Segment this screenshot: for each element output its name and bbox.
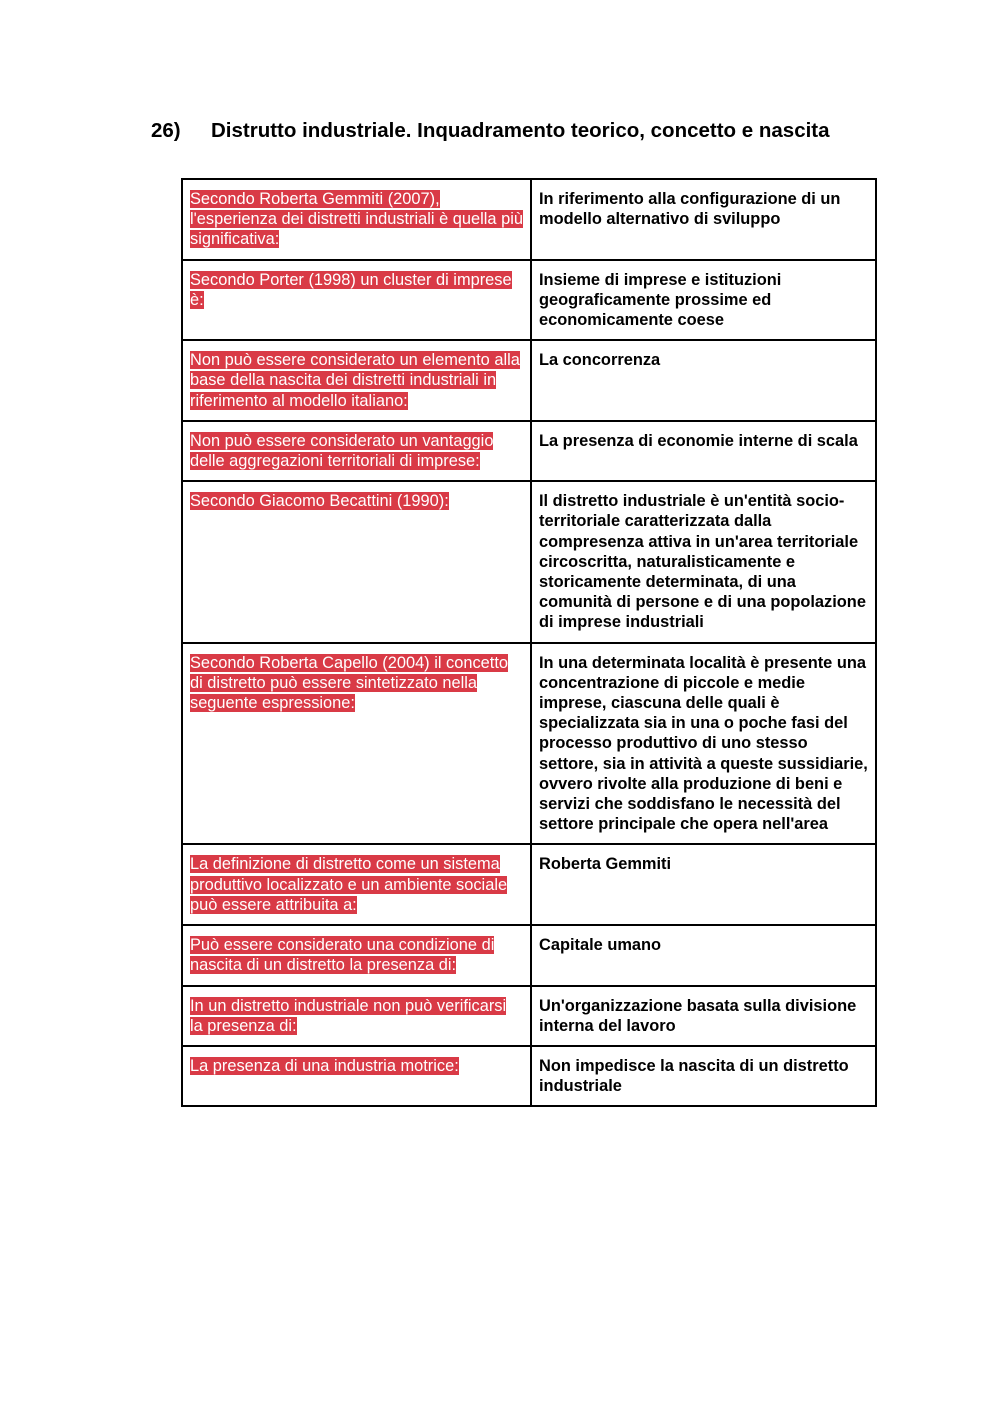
table-row (182, 844, 876, 925)
table-row (182, 179, 876, 260)
question-cell (182, 481, 531, 642)
table-row (182, 925, 876, 985)
question-cell (182, 421, 531, 481)
table-row (182, 643, 876, 845)
answer-text: Capitale umano (539, 936, 662, 955)
answer-cell (531, 340, 876, 421)
question-cell (182, 340, 531, 421)
question-text: Non può essere considerato un elemento alla base della nascita dei distretti industriali in riferimento al modello italiano: (190, 351, 520, 410)
answer-cell (531, 844, 876, 925)
answer-cell (531, 260, 876, 341)
question-cell (182, 925, 531, 985)
question-text: Non può essere considerato un vantaggio delle aggregazioni territoriali di imprese: (190, 431, 494, 471)
answer-cell (531, 1046, 876, 1106)
section-heading (151, 119, 830, 143)
question-text: Secondo Roberta Capello (2004) il concetto di distretto può essere sintetizzato nella seguente espressione: (190, 653, 508, 713)
section-title: Distrutto industriale. Inquadramento teorico, concetto e nascita (211, 119, 830, 142)
table-row (182, 986, 876, 1046)
question-text: La definizione di distretto come un sistema produttivo localizzato e un ambiente sociale può essere attribuita a: (190, 855, 508, 914)
answer-text: La concorrenza (539, 351, 661, 370)
question-text: La presenza di una industria motrice: (190, 1056, 459, 1075)
answer-text: In riferimento alla configurazione di un modello alternativo di sviluppo (539, 190, 841, 229)
question-cell (182, 260, 531, 341)
table-row (182, 340, 876, 421)
question-cell (182, 643, 531, 845)
question-text: Secondo Porter (1998) un cluster di imprese è: (190, 270, 512, 309)
qa-table (181, 178, 877, 1107)
question-text: Secondo Roberta Gemmiti (2007), l'esperienza dei distretti industriali è quella più significativa: (190, 190, 523, 249)
table-row (182, 1046, 876, 1106)
table-row (182, 481, 876, 642)
question-cell (182, 986, 531, 1046)
answer-text: Il distretto industriale è un'entità socio-territoriale caratterizzata dalla compresenza attiva in un'area territoriale circoscritta, naturalisticamente e storicamente determinata, di una comunità di persone e di una popolazione di imprese industriali (539, 492, 866, 632)
answer-text: Un'organizzazione basata sulla divisione interna del lavoro (539, 996, 857, 1035)
answer-cell (531, 986, 876, 1046)
answer-cell (531, 925, 876, 985)
question-text: Secondo Giacomo Becattini (1990): (190, 492, 449, 511)
answer-cell (531, 643, 876, 845)
section-number: 26) (151, 119, 181, 142)
question-cell (182, 1046, 531, 1106)
question-text: Può essere considerato una condizione di nascita di un distretto la presenza di: (190, 936, 495, 975)
answer-text: Insieme di imprese e istituzioni geograficamente prossime ed economicamente coese (539, 270, 782, 330)
table-row (182, 421, 876, 481)
question-cell (182, 179, 531, 260)
answer-text: Non impedisce la nascita di un distretto industriale (539, 1056, 849, 1096)
answer-cell (531, 179, 876, 260)
answer-cell (531, 421, 876, 481)
question-text: In un distretto industriale non può verificarsi la presenza di: (190, 996, 507, 1035)
answer-text: La presenza di economie interne di scala (539, 431, 858, 450)
question-cell (182, 844, 531, 925)
table-row (182, 260, 876, 341)
answer-cell (531, 481, 876, 642)
answer-text: In una determinata località è presente una concentrazione di piccole e medie imprese, ciascuna delle quali è specializzata sia in una o poche fasi del processo produttivo di uno stesso settore, sia in attività a queste sussidiarie, ovvero rivolte alla produzione di beni e servizi che soddisfano le necessità del settore principale che opera nell'area (539, 653, 868, 834)
answer-text: Roberta Gemmiti (539, 855, 672, 874)
